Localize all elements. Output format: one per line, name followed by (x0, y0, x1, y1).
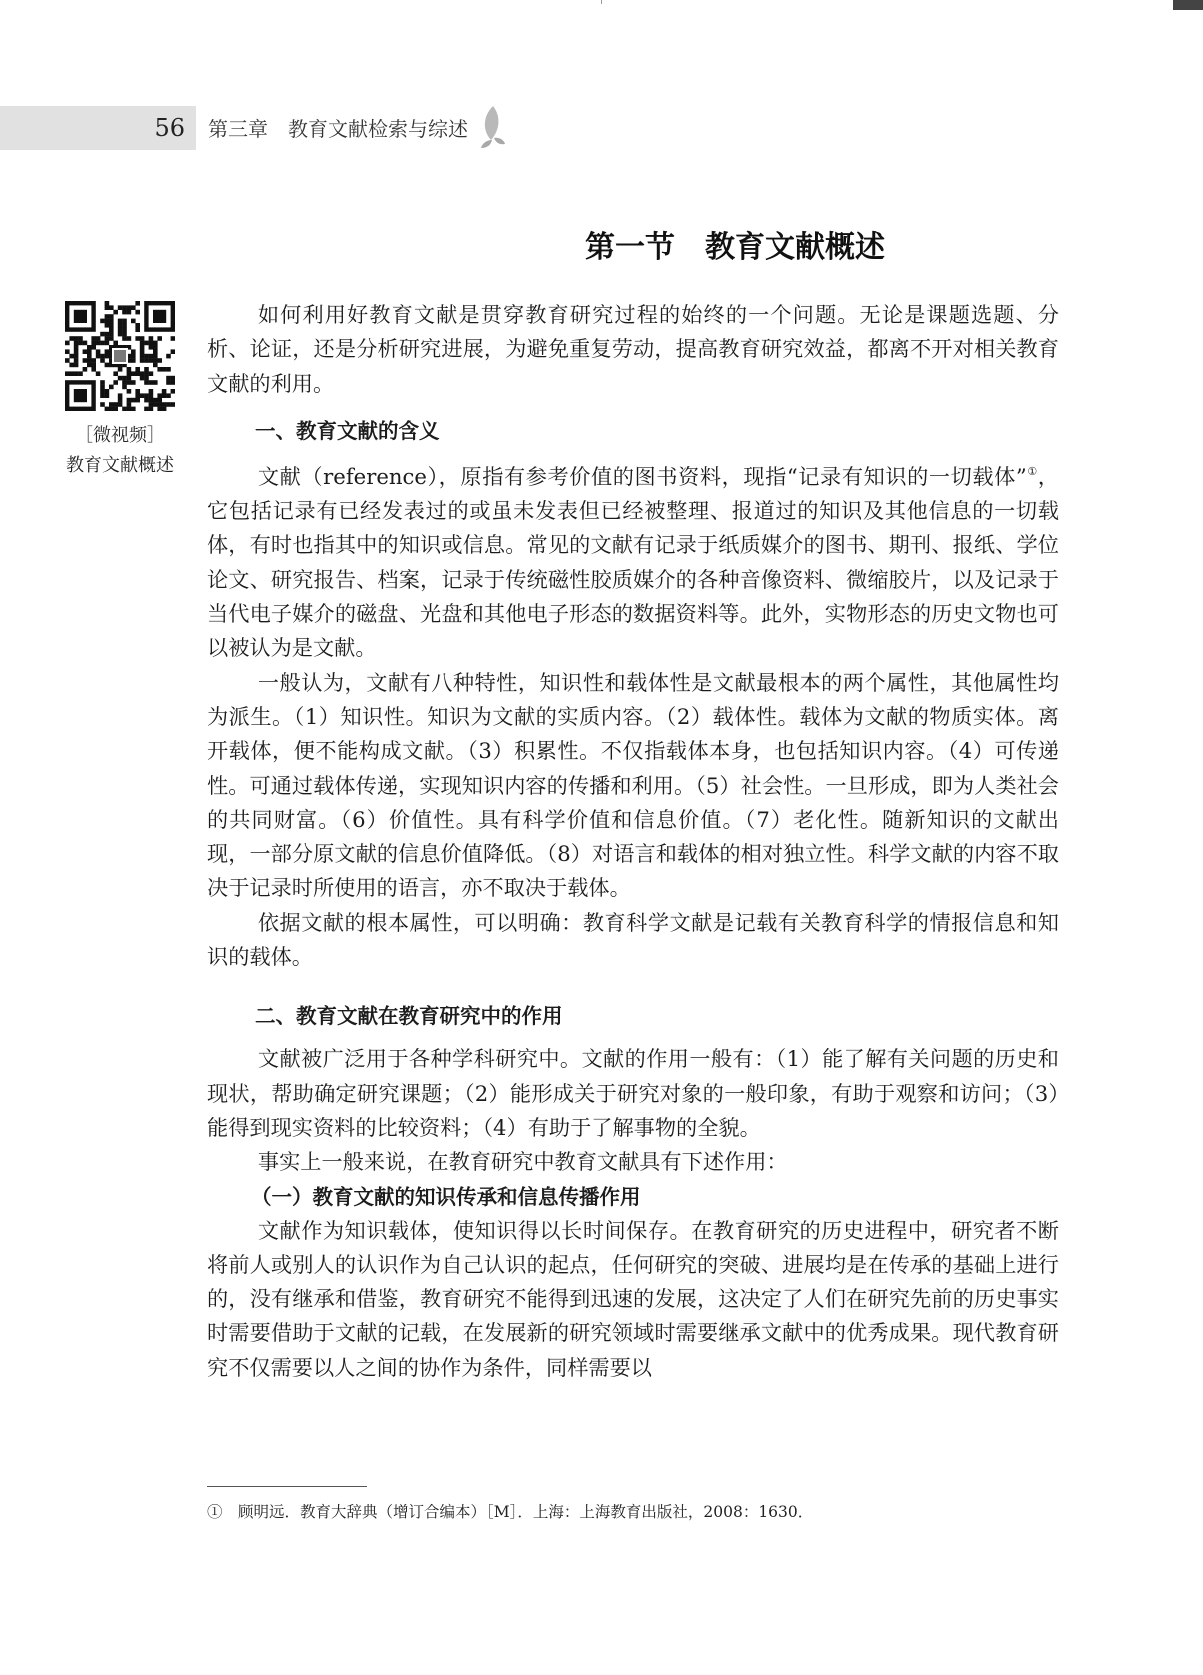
definition-paragraph (207, 455, 1059, 666)
role-paragraph: 文献被广泛用于各种学科研究中。文献的作用一般有：（1）能了解有关问题的历史和现状，帮助确定研究课题；（2）能形成关于研究对象的一般印象，有助于观察和访问；（3）能得到现实资料的比较资料；（4）有助于了解事物的全貌。 (207, 1046, 1059, 1140)
caption-line-2: 教育文献概述 (66, 455, 174, 476)
footnote: ① 顾明远．教育大辞典（增订合编本）［M］．上海：上海教育出版社，2008：1630． (207, 1503, 814, 1521)
corner-mark (1173, 0, 1203, 10)
page-number: 56 (154, 114, 185, 142)
section-title: 第一节 教育文献概述 (585, 230, 885, 265)
crop-mark (601, 0, 602, 4)
qr-code-icon[interactable] (65, 301, 175, 411)
leaf-icon (478, 104, 508, 150)
sidebar-caption (52, 421, 188, 481)
role-intro-paragraph: 事实上一般来说，在教育研究中教育文献具有下述作用： (257, 1149, 788, 1175)
running-head: 第三章 教育文献检索与综述 (208, 117, 468, 141)
properties-paragraph: 一般认为，文献有八种特性，知识性和载体性是文献最根本的两个属性，其他属性均为派生。（1）知识性。知识为文献的实质内容。（2）载体性。载体为文献的物质实体。离开载体，便不能构成文献。（3）积累性。不仅指载体本身，也包括知识内容。（4）可传递性。可通过载体传递，实现知识内容的传播和利用。（5）社会性。一旦形成，即为人类社会的共同财富。（6）价值性。具有科学价值和信息价值。（7）老化性。随新知识的文献出现，一部分原文献的信息价值降低。（8）对语言和载体的相对独立性。科学文献的内容不取决于记录时所使用的语言，亦不取决于载体。 (207, 669, 1059, 901)
body-text (207, 298, 1059, 1385)
conclusion-paragraph: 依据文献的根本属性，可以明确：教育科学文献是记载有关教育科学的情报信息和知识的载体。 (207, 909, 1059, 970)
caption-line-1: ［微视频］ (75, 425, 165, 446)
intro-paragraph: 如何利用好教育文献是贯穿教育研究过程的始终的一个问题。无论是课题选题、分析、论证，还是分析研究进展，为避免重复劳动，提高教育研究效益，都离不开对相关教育文献的利用。 (207, 302, 1059, 396)
knowledge-paragraph: 文献作为知识载体，使知识得以长时间保存。在教育研究的历史进程中，研究者不断将前人或别人的认识作为自己认识的起点，任何研究的突破、进展均是在传承的基础上进行的，没有继承和借鉴，教育研究不能得到迅速的发展，这决定了人们在研究先前的历史事实时需要借助于文献的记载，在发展新的研究领域时需要继承文献中的优秀成果。现代教育研究不仅需要以人之间的协作为条件，同样需要以 (207, 1217, 1059, 1380)
footnote-rule (207, 1486, 367, 1487)
heading-role: 二、教育文献在教育研究中的作用 (255, 1004, 563, 1029)
definition-text-1: 文献（reference），原指有参考价值的图书资料，现指“记录有知识的一切载体” (257, 463, 1027, 489)
subheading-knowledge: （一）教育文献的知识传承和信息传播作用 (251, 1184, 641, 1209)
heading-meaning: 一、教育文献的含义 (255, 418, 440, 443)
footnote-marker[interactable]: ① (1026, 464, 1038, 478)
definition-text-2: ，它包括记录有已经发表过的或虽未发表但已经被整理、报道过的知识及其他信息的一切载体，有时也指其中的知识或信息。常见的文献有记录于纸质媒介的图书、期刊、报纸、学位论文、研究报告、档案，记录于传统磁性胶质媒介的各种音像资料、微缩胶片，以及记录于当代电子媒介的磁盘、光盘和其他电子形态的数据资料等。此外，实物形态的历史文物也可以被认为是文献。 (207, 463, 1059, 661)
